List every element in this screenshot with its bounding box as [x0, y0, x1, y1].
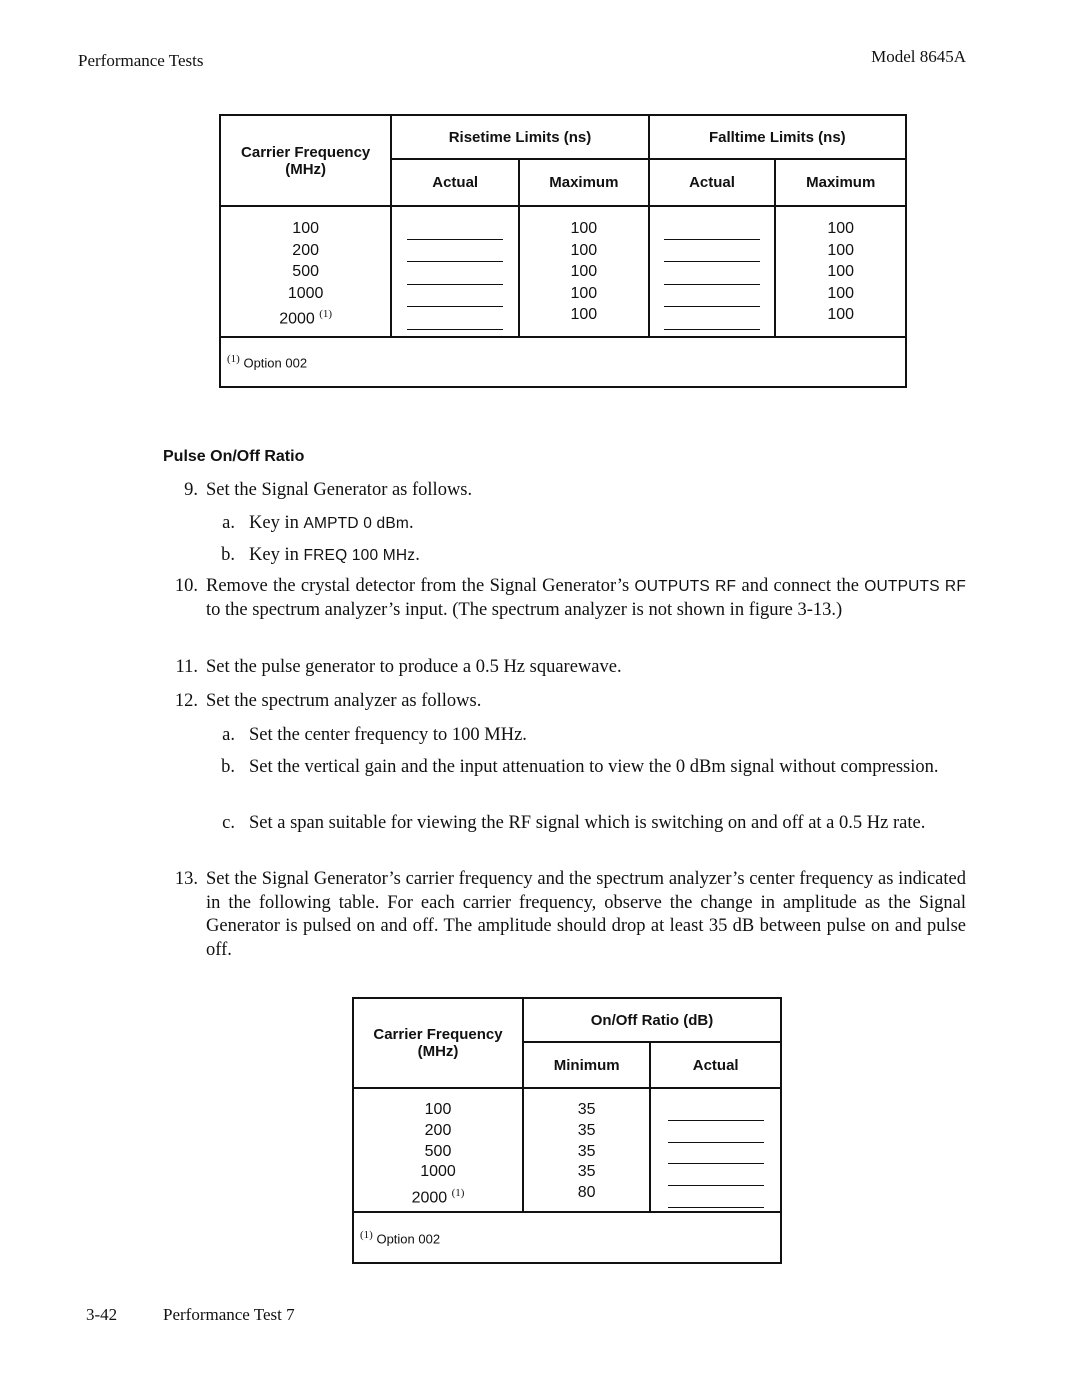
entry-blank [668, 1100, 764, 1121]
entry-blank [664, 218, 760, 240]
freq-cell: 2000 $^{(1)}$ [279, 308, 333, 328]
frequency-column [220, 206, 391, 337]
rise-maximum-header: Maximum [519, 159, 649, 206]
actual-header: Actual [650, 1042, 781, 1088]
entry-blank [664, 308, 760, 330]
actual-column [650, 1088, 781, 1212]
carrier-frequency-header: Carrier Frequency (MHz) [353, 998, 523, 1088]
rise-actual-column [391, 206, 519, 337]
entry-blank [668, 1122, 764, 1143]
footnote-ref: (1) [451, 1187, 465, 1200]
running-footer-title: Performance Test 7 [163, 1305, 295, 1324]
running-header-right: Model 8645A [871, 47, 966, 66]
table-footnote: $^{(1)}$ Option 002 [220, 337, 906, 387]
entry-blank [407, 308, 503, 330]
footnote-ref: (1) [319, 308, 333, 320]
table-footnote: $^{(1)}$ Option 002 [353, 1212, 781, 1263]
freq-cell: 1000 [287, 284, 324, 302]
entry-blank [407, 218, 503, 240]
rise-maximum-column: 100 100 100 100 100 [519, 206, 649, 337]
running-header-left: Performance Tests [78, 51, 204, 70]
on-off-ratio-header: On/Off Ratio (dB) [523, 998, 781, 1042]
rise-actual-header: Actual [391, 159, 519, 206]
minimum-header: Minimum [523, 1042, 650, 1088]
freq-cell: 500 [292, 263, 319, 280]
section-title: Pulse On/Off Ratio [163, 448, 305, 465]
frequency-column: 100 200 500 1000 2000 $^{(1)}$ [353, 1088, 523, 1212]
fall-maximum-header: Maximum [775, 159, 906, 206]
freq-cell: 100 [292, 220, 319, 237]
on-off-ratio-table [352, 997, 782, 1264]
entry-blank [407, 263, 503, 285]
entry-blank [668, 1165, 764, 1186]
rise-fall-table [219, 114, 907, 388]
freq-cell: 200 [292, 241, 319, 259]
entry-blank [664, 286, 760, 308]
entry-blank [664, 241, 760, 263]
fall-maximum-column: 100 100 100 100 100 [775, 206, 906, 337]
minimum-column: 35 35 35 35 80 [523, 1088, 650, 1212]
entry-blank [664, 263, 760, 285]
entry-blank [668, 1187, 764, 1208]
falltime-limits-header: Falltime Limits (ns) [649, 115, 906, 159]
entry-blank [407, 241, 503, 263]
page-number: 3-42 [86, 1305, 118, 1324]
risetime-limits-header: Risetime Limits (ns) [391, 115, 648, 159]
entry-blank [407, 286, 503, 308]
fall-actual-header: Actual [649, 159, 776, 206]
carrier-frequency-header: Carrier Frequency (MHz) [220, 115, 391, 206]
entry-blank [668, 1144, 764, 1165]
fall-actual-column [649, 206, 776, 337]
